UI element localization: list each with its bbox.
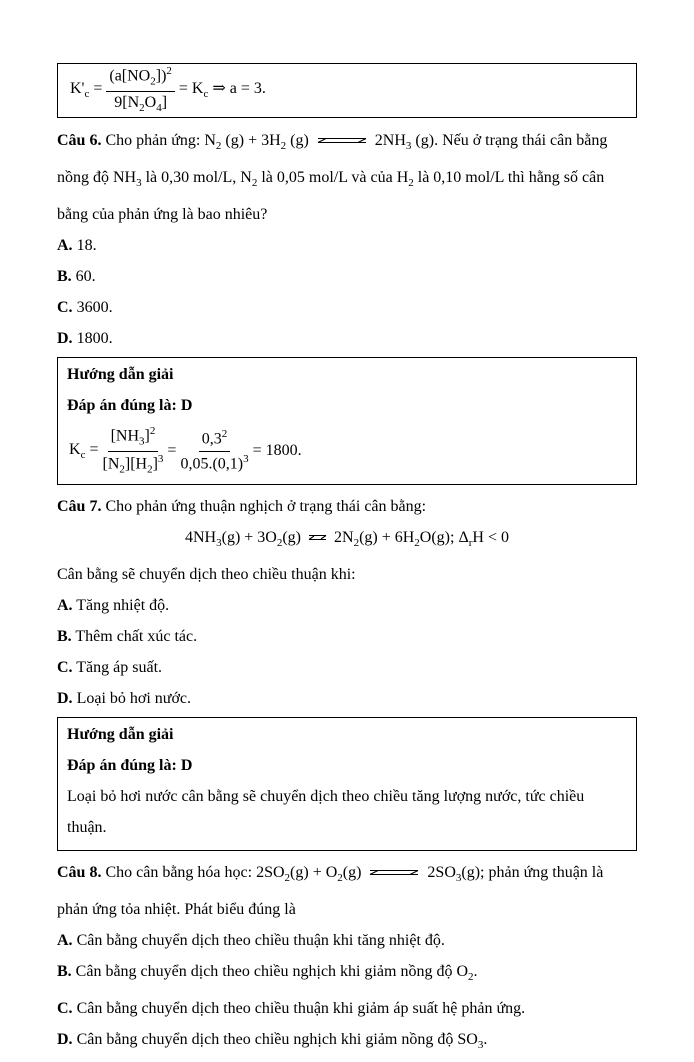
option-letter: C. — [57, 299, 73, 317]
question-6-label: Câu 6. — [57, 132, 102, 149]
question-6-before-arrow: Cho phản ứng: $N_2$ $(g) + 3H_2$ (g) — [101, 132, 309, 153]
fraction-numerator: $0,3^2$ — [199, 428, 231, 451]
question-7-label: Câu 7. — [57, 497, 102, 515]
fraction-numerator: $(a[NO_2])^2$ — [106, 65, 175, 91]
formula-rhs: = 1800. — [252, 442, 302, 460]
option-letter: C. — [57, 1000, 73, 1018]
option-text: Loại bỏ hơi nước. — [72, 690, 192, 708]
option-text: 60. — [71, 268, 96, 286]
equation-before-arrow: $4NH_3(g) + 3O_2(g)$ — [185, 528, 301, 550]
solution-answer: Đáp án đúng là: D — [67, 397, 193, 415]
question-7-prompt: Cân bằng sẽ chuyển dịch theo chiều thuận khi: — [57, 566, 356, 584]
option-letter: A. — [57, 597, 73, 615]
question-7-equation — [57, 522, 637, 559]
equilibrium-arrow-icon — [368, 866, 420, 879]
option-text: Cân bằng chuyển dịch theo chiều nghịch khi giảm nồng độ $SO_3$. — [72, 1031, 488, 1052]
option-7d — [57, 683, 637, 714]
option-letter: D. — [57, 330, 73, 348]
formula-lhs: $K'_c$ = — [70, 80, 103, 101]
question-8-text — [57, 857, 637, 925]
formula-rhs: = $K_c$ ⇒ a = 3. — [178, 80, 266, 101]
option-8a — [57, 925, 637, 956]
equilibrium-arrow-icon — [308, 531, 327, 544]
solution-text: Loại bỏ hơi nước cân bằng sẽ chuyển dịch theo chiều tăng lượng nước, tức chiều thuận. — [67, 788, 585, 837]
option-8d — [57, 1024, 637, 1061]
option-letter: D. — [57, 1031, 73, 1049]
question-8-after-arrow: $2SO_3(g)$; phản ứng thuận là phản ứng tỏa nhiệt. Phát biểu đúng là — [57, 864, 604, 919]
formula-lhs: $K_c$ = — [69, 440, 99, 461]
kc-formula — [67, 425, 304, 477]
fraction — [180, 428, 248, 474]
option-8b — [57, 956, 637, 993]
solution-box-q7 — [57, 717, 637, 851]
option-text: 18. — [72, 237, 97, 255]
fraction — [106, 65, 175, 115]
solution-answer: Đáp án đúng là: D — [67, 757, 193, 775]
solution-title: Hướng dẫn giải — [67, 726, 174, 744]
solution-box-q6 — [57, 357, 637, 485]
fraction — [102, 425, 163, 477]
option-text: 3600. — [72, 299, 113, 317]
option-text: Tăng áp suất. — [72, 659, 163, 677]
fraction-denominator: $9[N_2O_4]$ — [114, 93, 168, 114]
option-letter: C. — [57, 659, 73, 677]
option-text: 1800. — [72, 330, 113, 348]
option-7b — [57, 621, 637, 652]
kc-prime-formula-box — [57, 63, 637, 118]
option-text: Cân bằng chuyển dịch theo chiều thuận khi giảm áp suất hệ phản ứng. — [72, 1000, 526, 1018]
solution-title: Hướng dẫn giải — [67, 366, 174, 384]
solution-formula — [67, 425, 627, 477]
option-letter: B. — [57, 628, 72, 646]
fraction-denominator: $0,05.(0,1)^3$ — [180, 452, 249, 472]
fraction-numerator: $[NH_3]^2$ — [108, 425, 159, 451]
equilibrium-arrow-icon — [316, 134, 368, 147]
option-text: Tăng nhiệt độ. — [72, 597, 170, 615]
option-letter: A. — [57, 932, 73, 950]
option-letter: A. — [57, 237, 73, 255]
kc-prime-formula — [68, 65, 268, 115]
option-6c — [57, 292, 637, 323]
option-text: Thêm chất xúc tác. — [71, 628, 198, 646]
question-7-intro: Cho phản ứng thuận nghịch ở trạng thái cân bằng: — [101, 497, 427, 515]
question-7-text — [57, 491, 637, 522]
option-letter: B. — [57, 963, 72, 981]
option-7a — [57, 590, 637, 621]
question-8-before-arrow: Cho cân bằng hóa học: $2SO_2(g) + O_2(g)$ — [101, 864, 362, 885]
option-6b — [57, 261, 637, 292]
option-letter: D. — [57, 690, 73, 708]
question-6-after-arrow: $2NH_3$ (g). Nếu ở trạng thái cân bằng nồng độ $NH_3$ là 0,30 mol/L, $N_2$ là 0,05 mol/L và của $H_2$ là 0,10 mol/L thì hằng số cân bằng của phản ứng là bao nhiêu? — [57, 132, 608, 224]
option-6d — [57, 323, 637, 354]
option-text: Cân bằng chuyển dịch theo chiều nghịch khi giảm nồng độ $O_2$. — [71, 963, 478, 984]
option-7c — [57, 652, 637, 683]
fraction-denominator: $[N_2][H_2]^3$ — [102, 452, 164, 476]
equals-sign: = — [167, 442, 177, 460]
option-letter: B. — [57, 268, 72, 286]
option-text: Cân bằng chuyển dịch theo chiều thuận khi tăng nhiệt độ. — [72, 932, 445, 950]
equation-after-arrow: $2N_2(g) + 6H_2O(g)$; $\Delta_rH < 0$ — [334, 528, 509, 550]
question-8-label: Câu 8. — [57, 864, 102, 882]
option-6a — [57, 230, 637, 261]
option-8c — [57, 993, 637, 1024]
question-6-text — [57, 125, 637, 230]
